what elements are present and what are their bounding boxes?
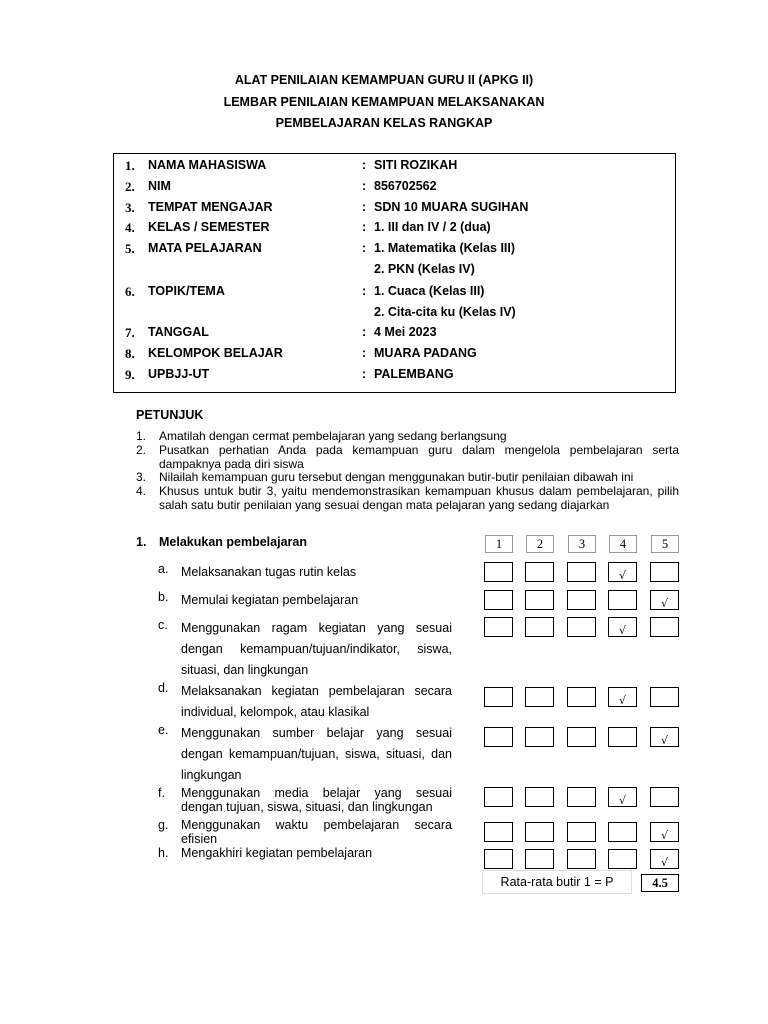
score-checkbox[interactable] [608,727,637,747]
score-checkbox[interactable] [567,849,596,869]
assessment-item-text: Memulai kegiatan pembelajaran [181,593,359,607]
petunjuk-item-number: 3. [136,470,147,484]
identity-row-label: TANGGAL [148,325,209,339]
score-checkbox[interactable] [567,787,596,807]
score-checkbox[interactable] [484,617,513,637]
identity-row-colon: : [362,346,367,360]
identity-row-number: 3. [125,200,135,215]
score-checkbox[interactable] [567,727,596,747]
document-subtitle-2: PEMBELAJARAN KELAS RANGKAP [275,116,493,130]
score-checkbox[interactable] [608,849,637,869]
identity-row-label: KELAS / SEMESTER [148,220,270,234]
assessment-item-text: Menggunakan media belajar yang sesuai dengan tujuan, siswa, situasi, dan lingkungan [181,786,452,814]
score-checkbox-checked[interactable]: √ [650,727,679,747]
assessment-item-text: Menggunakan sumber belajar yang sesuai dengan kemampuan/tujuan, siswa, situasi, dan lingkungan [181,726,452,782]
score-checkbox-checked[interactable]: √ [608,617,637,637]
assessment-item-text: Menggunakan ragam kegiatan yang sesuai dengan kemampuan/tujuan/indikator, siswa, situasi, dan lingkungan [181,621,452,677]
petunjuk-item-text: Amatilah dengan cermat pembelajaran yang sedang berlangsung [159,429,507,443]
identity-row-colon: : [362,284,367,298]
score-checkbox-checked[interactable]: √ [608,787,637,807]
identity-row-number: 9. [125,367,135,382]
score-checkbox[interactable] [484,562,513,582]
identity-row-value: 1. Cuaca (Kelas III) [374,284,485,298]
assessment-item-letter: c. [158,618,168,632]
score-checkbox-checked[interactable]: √ [650,590,679,610]
score-checkbox[interactable] [650,617,679,637]
score-checkbox[interactable] [525,590,554,610]
score-checkbox[interactable] [484,822,513,842]
average-label: Rata-rata butir 1 = P [482,870,632,894]
document-title: ALAT PENILAIAN KEMAMPUAN GURU II (APKG II) [234,73,534,87]
assessment-item-letter: b. [158,590,169,604]
identity-row-label: TOPIK/TEMA [148,284,225,298]
scale-header-cell: 2 [526,535,554,553]
score-checkbox[interactable] [484,590,513,610]
identity-row-value: 1. Matematika (Kelas III) [374,241,516,255]
identity-row-value: SITI ROZIKAH [374,158,458,172]
identity-row-label: NAMA MAHASISWA [148,158,267,172]
score-checkbox-checked[interactable]: √ [650,849,679,869]
identity-row-number: 7. [125,325,135,340]
identity-row-colon: : [362,367,367,381]
identity-row-number: 2. [125,179,135,194]
score-checkbox[interactable] [608,822,637,842]
identity-row-colon: : [362,325,367,339]
petunjuk-item-text: Khusus untuk butir 3, yaitu mendemonstrasikan kemampuan khusus dalam pembelajaran, pilih salah satu butir penilaian yang sesuai dengan mata pelajaran yang sedang diajarkan [159,484,679,512]
score-checkbox[interactable] [650,562,679,582]
score-checkbox[interactable] [650,787,679,807]
identity-row-label: KELOMPOK BELAJAR [148,346,283,360]
score-checkbox[interactable] [484,849,513,869]
assessment-item-letter: d. [158,681,169,695]
petunjuk-heading: PETUNJUK [136,408,204,422]
identity-row-value: 1. III dan IV / 2 (dua) [374,220,491,234]
score-checkbox[interactable] [567,687,596,707]
petunjuk-item-text: Nilailah kemampuan guru tersebut dengan menggunakan butir-butir penilaian dibawah ini [159,470,634,484]
identity-row-colon: : [362,200,367,214]
scale-header-cell: 3 [568,535,596,553]
score-checkbox[interactable] [525,822,554,842]
identity-row-colon: : [362,158,367,172]
score-checkbox[interactable] [525,687,554,707]
score-checkbox[interactable] [525,727,554,747]
identity-row-label: NIM [148,179,171,193]
scale-header-cell: 1 [485,535,513,553]
score-checkbox[interactable] [484,787,513,807]
score-checkbox[interactable] [484,687,513,707]
identity-row-number: 8. [125,346,135,361]
identity-row-number: 6. [125,284,135,299]
score-checkbox[interactable] [567,590,596,610]
score-checkbox[interactable] [525,849,554,869]
identity-row-value: MUARA PADANG [374,346,477,360]
score-checkbox-checked[interactable]: √ [608,687,637,707]
assessment-item-letter: a. [158,562,169,576]
section-title: Melakukan pembelajaran [159,535,307,549]
score-checkbox[interactable] [525,787,554,807]
identity-row-number: 4. [125,220,135,235]
identity-row-number: 5. [125,241,135,256]
identity-row-number: 1. [125,158,135,173]
identity-row-label: MATA PELAJARAN [148,241,262,255]
identity-row-value: PALEMBANG [374,367,454,381]
assessment-item-text: Mengakhiri kegiatan pembelajaran [181,846,373,860]
assessment-item-letter: h. [158,846,169,860]
identity-row-colon: : [362,241,367,255]
petunjuk-item-text: Pusatkan perhatian Anda pada kemampuan guru dalam mengelola pembelajaran serta dampaknya pada diri siswa [159,443,679,471]
assessment-item-letter: e. [158,723,169,737]
assessment-item-letter: g. [158,818,169,832]
score-checkbox[interactable] [650,687,679,707]
identity-row-label: TEMPAT MENGAJAR [148,200,273,214]
identity-row-value: 2. Cita-cita ku (Kelas IV) [374,305,516,319]
score-checkbox-checked[interactable]: √ [650,822,679,842]
assessment-item-text: Menggunakan waktu pembelajaran secara efisien [181,818,452,846]
assessment-item-text: Melaksanakan tugas rutin kelas [181,565,357,579]
scale-header-cell: 5 [651,535,679,553]
score-checkbox[interactable] [525,562,554,582]
section-number: 1. [136,535,147,549]
identity-row-colon: : [362,179,367,193]
score-checkbox[interactable] [525,617,554,637]
identity-row-value: SDN 10 MUARA SUGIHAN [374,200,529,214]
score-checkbox[interactable] [484,727,513,747]
identity-row-value: 4 Mei 2023 [374,325,437,339]
assessment-item-text: Melaksanakan kegiatan pembelajaran secara individual, kelompok, atau klasikal [181,684,452,719]
petunjuk-item-number: 4. [136,484,147,498]
identity-row-value: 856702562 [374,179,437,193]
scale-header-cell: 4 [609,535,637,553]
petunjuk-item-number: 2. [136,443,147,457]
identity-row-colon: : [362,220,367,234]
identity-row-label: UPBJJ-UT [148,367,210,381]
assessment-item-letter: f. [158,786,165,800]
score-checkbox[interactable] [567,822,596,842]
identity-row-value: 2. PKN (Kelas IV) [374,262,475,276]
score-checkbox[interactable] [567,617,596,637]
average-value: 4.5 [641,874,679,892]
score-checkbox[interactable] [608,590,637,610]
document-subtitle: LEMBAR PENILAIAN KEMAMPUAN MELAKSANAKAN [223,95,545,109]
score-checkbox[interactable] [567,562,596,582]
score-checkbox-checked[interactable]: √ [608,562,637,582]
petunjuk-item-number: 1. [136,429,147,443]
